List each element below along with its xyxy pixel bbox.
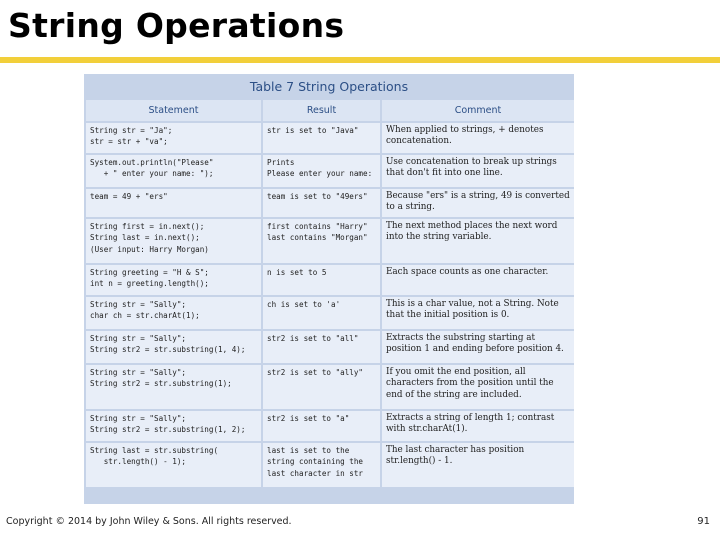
result-cell: [263, 123, 380, 153]
table-row: [86, 219, 574, 263]
page-number: 91: [697, 516, 710, 527]
statement-cell: [86, 155, 261, 187]
result-cell: [263, 265, 380, 295]
table-row: [86, 365, 574, 409]
statement-cell: [86, 189, 261, 217]
result-cell: [263, 219, 380, 263]
result-cell: [263, 365, 380, 409]
comment-cell: [382, 219, 574, 263]
table-row: [86, 411, 574, 441]
comment-cell-text: Extracts the substring starting at position 1 and ending before position 4.: [386, 333, 564, 355]
table-row: [86, 331, 574, 363]
result-cell: [263, 443, 380, 487]
statement-cell: [86, 411, 261, 441]
table-row: [86, 155, 574, 187]
result-cell-text: str2 is set to "a": [267, 414, 350, 423]
table-header-row: [86, 100, 574, 121]
result-cell: [263, 155, 380, 187]
comment-cell: [382, 443, 574, 487]
slide-title: String Operations: [8, 6, 345, 45]
comment-cell: [382, 189, 574, 217]
statement-cell: [86, 297, 261, 329]
result-cell-text: ch is set to 'a': [267, 300, 341, 309]
result-cell: [263, 297, 380, 329]
statement-cell: [86, 331, 261, 363]
comment-cell: [382, 265, 574, 295]
comment-cell: [382, 411, 574, 441]
copyright-footer: Copyright © 2014 by John Wiley & Sons. All rights reserved.: [6, 516, 292, 527]
statement-cell-text: String first = in.next(); String last = in.next(); (User input: Harry Morgan): [90, 222, 209, 254]
table-row: [86, 123, 574, 153]
comment-cell: [382, 155, 574, 187]
comment-cell: [382, 331, 574, 363]
string-operations-table: [84, 74, 574, 504]
result-cell-text: last is set to the string containing the last character in str: [267, 446, 368, 478]
statement-cell-text: team = 49 + "ers": [90, 192, 168, 201]
table-row: [86, 189, 574, 217]
comment-cell-text: Because "ers" is a string, 49 is converted to a string.: [386, 191, 570, 213]
statement-cell-text: String str = "Sally"; char ch = str.charAt(1);: [90, 300, 200, 321]
table-row: [86, 265, 574, 295]
result-cell-text: team is set to "49ers": [267, 192, 368, 201]
comment-cell: [382, 365, 574, 409]
statement-cell-text: System.out.println("Please" + " enter your name: ");: [90, 158, 214, 179]
statement-cell-text: String str = "Sally"; String str2 = str.substring(1);: [90, 368, 232, 389]
comment-cell-text: This is a char value, not a String. Note that the initial position is 0.: [386, 299, 559, 321]
result-cell-text: str2 is set to "all": [267, 334, 359, 343]
comment-cell-text: When applied to strings, + denotes concatenation.: [386, 125, 544, 147]
header-comment: Comment: [382, 100, 574, 121]
result-cell: [263, 411, 380, 441]
result-cell-text: str is set to "Java": [267, 126, 359, 135]
statement-cell: [86, 365, 261, 409]
comment-cell: [382, 297, 574, 329]
result-cell-text: str2 is set to "ally": [267, 368, 364, 377]
table-grid: [84, 98, 574, 489]
result-cell: [263, 331, 380, 363]
header-statement: Statement: [86, 100, 261, 121]
comment-cell-text: If you omit the end position, all characters from the position until the end of the string are included.: [386, 367, 554, 400]
comment-cell-text: Use concatenation to break up strings that don't fit into one line.: [386, 157, 557, 179]
statement-cell-text: String str = "Ja"; str = str + "va";: [90, 126, 173, 147]
result-cell-text: Prints Please enter your name:: [267, 158, 373, 179]
table-caption: Table 7 String Operations: [249, 79, 409, 94]
table-row: [86, 443, 574, 487]
table-row: [86, 297, 574, 329]
statement-cell-text: String str = "Sally"; String str2 = str.substring(1, 4);: [90, 334, 246, 355]
title-underline-bar: [0, 57, 720, 63]
comment-cell-text: The last character has position str.length() - 1.: [386, 445, 525, 467]
comment-cell-text: Each space counts as one character.: [386, 267, 549, 277]
statement-cell: [86, 219, 261, 263]
statement-cell: [86, 443, 261, 487]
statement-cell-text: String last = str.substring( str.length() - 1);: [90, 446, 219, 467]
comment-cell-text: The next method places the next word into the string variable.: [386, 221, 558, 243]
header-result: Result: [263, 100, 380, 121]
result-cell: [263, 189, 380, 217]
result-cell-text: first contains "Harry" last contains "Morgan": [267, 222, 368, 243]
statement-cell: [86, 123, 261, 153]
statement-cell-text: String greeting = "H & S"; int n = greeting.length();: [90, 268, 209, 289]
comment-cell-text: Extracts a string of length 1; contrast with str.charAt(1).: [386, 413, 555, 435]
result-cell-text: n is set to 5: [267, 268, 327, 277]
comment-cell: [382, 123, 574, 153]
statement-cell: [86, 265, 261, 295]
statement-cell-text: String str = "Sally"; String str2 = str.substring(1, 2);: [90, 414, 246, 435]
